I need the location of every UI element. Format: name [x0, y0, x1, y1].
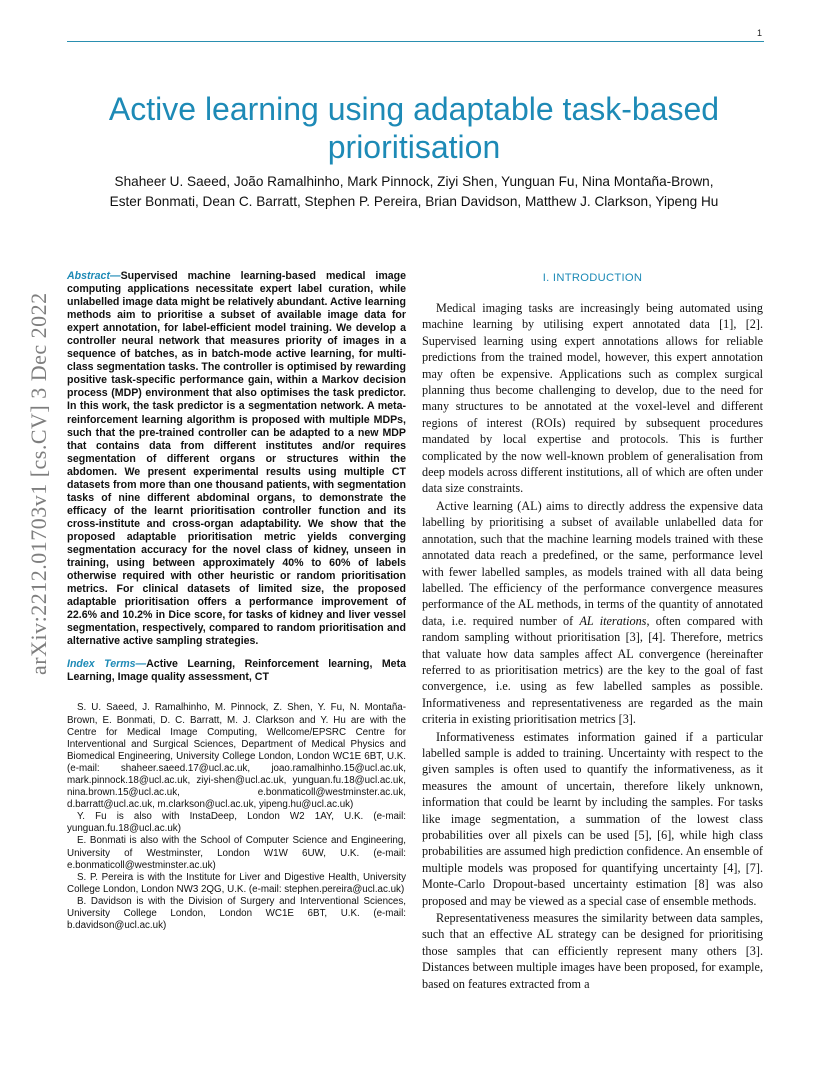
- index-terms-label: Index Terms—: [67, 658, 147, 671]
- section-title-initial: I: [552, 272, 557, 284]
- affiliation-paragraph: E. Bonmati is also with the School of Computer Science and Engineering, University of Westminster, London W1W 6UW, U.K. (e-mail: e.bonmaticoll@westminster.ac.uk): [67, 835, 406, 871]
- section-number: I.: [542, 272, 553, 284]
- section-title-rest: NTRODUCTION: [556, 272, 643, 284]
- section-heading-introduction: [422, 270, 763, 286]
- intro-paragraph-2-part-a: Active learning (AL) aims to directly address the expensive data labelling by prioritising a subset of available unlabelled data for annotation, such that the machine learning models trained with these annotated data reach a predefined, or the same, performance level with fewer labelled samples, as models trained with all data being labelled. The efficiency of the performance convergence measures performance of the AL methods, in terms of the quantity of annotated data, i.e. required number of: [422, 498, 763, 628]
- author-line-1: Shaheer U. Saeed, João Ramalhinho, Mark Pinnock, Ziyi Shen, Yunguan Fu, Nina Montaña-Brown,: [114, 174, 714, 189]
- author-line-2: Ester Bonmati, Dean C. Barratt, Stephen P. Pereira, Brian Davidson, Matthew J. Clarkson, Yipeng Hu: [109, 194, 719, 209]
- affiliation-paragraph: S. U. Saeed, J. Ramalhinho, M. Pinnock, Z. Shen, Y. Fu, N. Montaña-Brown, E. Bonmati, D. C. Barratt, M. J. Clarkson and Y. Hu are with the Centre for Medical Image Computing, Wellcome/EPSRC Centre for Interventional and Surgical Sciences, Department of Medical Physics and Biomedical Engineering, University College London, London WC1E 6BT, U.K. (e-mail: shaheer.saeed.17@ucl.ac.uk, joao.ramalhinho.15@ucl.ac.uk, mark.pinnock.18@ucl.ac.uk, ziyi-shen@ucl.ac.uk, yunguan.fu.18@ucl.ac.uk, nina.brown.15@ucl.ac.uk, e.bonmaticoll@westminster.ac.uk, d.barratt@ucl.ac.uk, m.clarkson@ucl.ac.uk, yipeng.hu@ucl.ac.uk): [67, 702, 406, 811]
- index-terms: [67, 658, 406, 684]
- intro-paragraph-4: Representativeness measures the similarity between data samples, such that an effective AL strategy can be designed for prioritising those samples that can efficiently represent many others [3]. Distances between multiple images have been proposed, for example, based on features extracted from a: [422, 911, 763, 991]
- intro-paragraph-1: Medical imaging tasks are increasingly being automated using machine learning by utilising expert annotated data [1], [2]. Supervised learning using expert annotations allows for reliable predictions from the trained model, however, this expert annotation may often be expensive. Applications such as complex surgical planning thus become challenging to develop, due to the need for many structures to be annotated at the voxel-level and different regions of interest (ROIs) required by subsequent procedures mandated by local expertise and protocols. This is further complicated by the now well-known problem of generalisation from deep models across different institutions, all of which are often under data size constraints.: [422, 301, 763, 496]
- al-iterations-term: AL iterations: [579, 613, 647, 628]
- intro-paragraph-2-part-b: , often compared with random sampling without prioritisation [3], [4]. Therefore, metrics that valuate how data samples affect AL convergence (hereinafter referred to as prioritisation metrics) are the key to the goal of fast convergence, i.e. using as few labelled samples as possible. Informativeness and representativeness are regarded as the main criteria in existing prioritisation metrics [3].: [422, 613, 763, 727]
- paper-title: Active learning using adaptable task-based prioritisation: [108, 91, 720, 165]
- index-terms-text: Active Learning, Reinforcement learning, Meta Learning, Image quality assessment, CT: [67, 658, 406, 684]
- intro-paragraph-3: Informativeness estimates information gained if a particular labelled sample is added to training. Uncertainty with respect to the given samples is often used to quantify the informativeness, as it measures the amount of uncertain, therefore likely unknown, information that could be learnt by including the samples. For tasks like image segmentation, a summation of the lowest class probabilities over all pixels can be used [5], [6], while high class probabilities are assumed high prediction confidence. An ensemble of multiple models was proposed for quantifying uncertainty [4], [7]. Monte-Carlo Dropout-based uncertainty estimation [8] was also proposed and may be viewed as a special case of ensemble methods.: [422, 729, 763, 908]
- abstract-label: Abstract—: [67, 270, 121, 282]
- right-column: [422, 270, 763, 992]
- intro-paragraph-2: [422, 498, 763, 728]
- affiliations-footnote: [67, 702, 406, 932]
- page-number: 1: [756, 28, 762, 38]
- left-column: [67, 270, 406, 932]
- affiliation-paragraph: S. P. Pereira is with the Institute for Liver and Digestive Health, University College London, London NW3 2QG, U.K. (e-mail: stephen.pereira@ucl.ac.uk): [67, 871, 406, 895]
- author-list: [60, 172, 768, 212]
- header-rule: [67, 41, 764, 42]
- abstract: [67, 270, 406, 648]
- affiliation-paragraph: B. Davidson is with the Division of Surgery and Interventional Sciences, University College London, London WC1E 6BT, U.K. (e-mail: b.davidson@ucl.ac.uk): [67, 895, 406, 932]
- abstract-text: Supervised machine learning-based medical image computing applications necessitate expert label curation, while unlabelled image data might be relatively abundant. Active learning methods aim to prioritise a subset of available image data for expert annotation, for label-efficient model training. We develop a controller neural network that measures priority of images in a sequence of batches, as in batch-mode active learning, for multi-class segmentation tasks. The controller is optimised by rewarding positive task-specific performance gain, within a Markov decision process (MDP) environment that also optimises the task predictor. In this work, the task predictor is a segmentation network. A meta-reinforcement learning algorithm is proposed with multiple MDPs, such that the pre-trained controller can be adapted to a new MDP that contains data from different institutes and/or requires segmentation of different organs or structures within the abdomen. We present experimental results using multiple CT datasets from more than one thousand patients, with segmentation tasks of nine different abdominal organs, to demonstrate the efficacy of the learnt prioritisation controller function and its cross-institute and cross-organ adaptability. We show that the proposed adaptable prioritisation metric yields converging segmentation accuracy for the novel class of kidney, unseen in training, using between approximately 40% to 60% of labels otherwise required with other heuristic or random prioritisation metrics. For clinical datasets of limited size, the proposed adaptable prioritisation offers a performance improvement of 22.6% and 10.2% in Dice score, for tasks of kidney and liver vessel segmentation, respectively, compared to random prioritisation and alternative active sampling strategies.: [67, 270, 406, 648]
- affiliation-paragraph: Y. Fu is also with InstaDeep, London W2 1AY, U.K. (e-mail: yunguan.fu.18@ucl.ac.uk): [67, 811, 406, 835]
- arxiv-stamp: arXiv:2212.01703v1 [cs.CV] 3 Dec 2022: [26, 292, 51, 675]
